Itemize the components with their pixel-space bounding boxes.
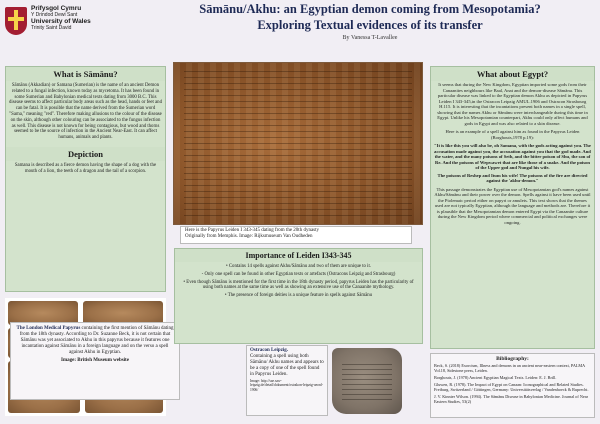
- spell-quote-1: "It is like this you will also be, oh Samana, with the gods acting against you. The accusation made against you, the accusation against you that the god made. And the water, and the many poisons of Seth, and the bitter poison of Shu, the son of Re. And the poisons of Wepwawet that are like those of a snake. And the poison of the Upper god and Nungal his wife.: [434, 143, 591, 170]
- what-is-samanu-panel: [5, 66, 166, 292]
- ostracon-image-credit: Image: http://sae.saw-leipzig.de/detail/dokument/ostrakon-leipzig-aeonl-1906/: [250, 379, 323, 392]
- london-image-credit: Image: British Museum website: [61, 358, 129, 363]
- what-is-samanu-text: Sāmānu (Akkadian) or Samana (Sumerian) is the name of an ancient Demon related to a fungal infection, known today as mycetoma. It has been found in some Sumerian and Babylonian medical texts dating from 3000 B.C. This disease seems to affect particular body areas such as the head, hands or feet and can be fatal. It is possible that the name derived from the Sumerian word "Sama," meaning "red". Therefore making allusions to the colour of the disease on the skin, although other colouring can be associated to the fungus infection as well. This disease is not known for being contagious, but wood and thorns seemed to be the source of infection in the Ancient Near-East. It can affect humans, animals and plants.: [9, 83, 162, 141]
- poster-author: By Vanessa T-Lavallee: [342, 35, 398, 41]
- university-name: Prifysgol Cymru Y Drindod Dewi Sant University of Wales Trinity Saint David: [31, 5, 91, 31]
- london-papyrus-caption: The London Medical Papyrus containing the first mention of Sāmānu dating from the 18th dynasty. According to Dr. Suzanne Beck, it is not certain that Sāmānu was yet associated to Akhu in this papyrus because it features one incantation against Sāmānu in a foreign language and on the verso a spell against Akhu in Egyptian. Image: British Museum website: [10, 322, 180, 400]
- bibliography-entry: Borghouts, J. (1978) Ancient Egyptian Magical Texts. Leiden: E. J. Brill.: [434, 374, 557, 380]
- papyrus-leiden-image: [173, 62, 423, 225]
- poster-title: Sāmānu/Akhu: an Egyptian demon coming from Mesopotamia?: [199, 2, 541, 16]
- egypt-paragraph-1: It seems that during the New Kingdom, Egyptian imported some gods from their Canaanites neighbours like Baal, Anat and the demon-disease Sāmānu. This particular disease was linked to the Egyptian demon Akhu as depicted in Papyrus Leiden I 343-345,in the Ostracon Leipzig AMUL.1906 and Ostracon Strasbourg H.115. It is interesting that the incantations present both names in a single spell, showing that the names Akhu or Sāmānu were interchangeable during this time in Egypt. Unlike his Mesopotamian counterpart, Akhu could only affect humans and gods in Egypt and was also related to a skin disease.: [437, 82, 588, 126]
- bibliography-entry: Beck, S. (2018) Exorcism, Illness and demons in an ancient near-eastern context, PALMA Vol.18, Sidestone press, Leiden.: [434, 363, 585, 374]
- importance-heading: Importance of Leiden I343-345: [175, 249, 422, 262]
- ostracon-leipzig-image: [332, 348, 402, 414]
- bibliography-panel: [430, 353, 595, 418]
- what-about-egypt-panel: [430, 66, 595, 349]
- spell-example-intro: Here is an example of a spell against him as found in the Papyrus Leiden (Borghouts,1978 p.19):: [445, 129, 580, 140]
- list-item: ◦ Only one spell can be found in other Egyptian texts or artefacts (Ostracons Leipzig and Strasbourg): [201, 271, 396, 277]
- depiction-heading: Depiction: [6, 147, 165, 161]
- university-logo: [5, 5, 135, 45]
- egypt-paragraph-2: This passage demonstrates the Egyptian use of Mesopotamian god's names against Akhu/Sāmānu and their power over the demon. Spells against it have been used until the Ptolemaic period either on papyri or amulets. This text shows that the themes used are not typically Egyptian, although the language and methods are. Therefore it is plausible that the Mesopotamian demon entered Egypt via the Canaanite culture during the New Kingdom period where commercial and political exchanges were ongoing.: [434, 186, 591, 225]
- list-item: • Even though Sāmānu is mentioned for the first time in the 18th dynasty period, papyrus Leiden has the particularity of using both names at the same time as well as showing an extensive use of the Canaanite mythology.: [183, 279, 414, 291]
- importance-panel: [174, 248, 423, 344]
- list-item: • Contains 14 spells against Akhu/Sāmānu and two of them are unique to it.: [225, 264, 372, 269]
- what-about-egypt-heading: What about Egypt?: [431, 67, 594, 81]
- bibliography-entry: J. V. Kinnier Wilson. (1994). The Sāmānu Disease in Babylonian Medicine. Journal of Near Eastern Studies, 53(2): [434, 393, 588, 404]
- list-item: • The presence of foreign deities is a unique feature in spells against Sāmānu: [224, 293, 373, 299]
- bibliography-entry: Gluwen, R. (1978). The Impact of Egypt on Canaan: Iconographical and Related Studies. Freiburg, Switzerland / Göttingen, Germany: Universitätsverlag / Vandenhoeck & Ruprecht.: [434, 381, 589, 392]
- poster-subtitle: Exploring Textual evidences of its transfer: [257, 18, 483, 32]
- spell-quote-2: The poisons of Reshep and Itum his wife! The poisons of the fire are directed against the 'akhu-demon.": [437, 172, 588, 183]
- university-shield-icon: [5, 7, 27, 35]
- importance-list: [175, 262, 422, 303]
- papyrus-leiden-caption: Here is the Papyrus Leiden I 343-345 dating from the 20th dynasty Originally from Memphis. Image: Rijksmuseum Van Oudheden: [180, 226, 412, 244]
- depiction-text: Samana is described as a fierce demon having the shape of a dog with the mouth of a lion, the teeth of a dragon and the tail of a scorpion.: [14, 162, 157, 174]
- ostracon-caption: Ostracon Leipzig. Containing a spell using both Sāmānu/ Akhu names and appears to be a copy of one of the spell found in Papyrus Leiden. Image: http://sae.saw-leipzig.de/detail/dokument/ostrakon-leipzig-aeonl-1906/: [246, 345, 328, 416]
- bibliography-heading: Bibliography:: [496, 356, 529, 362]
- what-is-samanu-heading: What is Sāmānu?: [6, 67, 165, 81]
